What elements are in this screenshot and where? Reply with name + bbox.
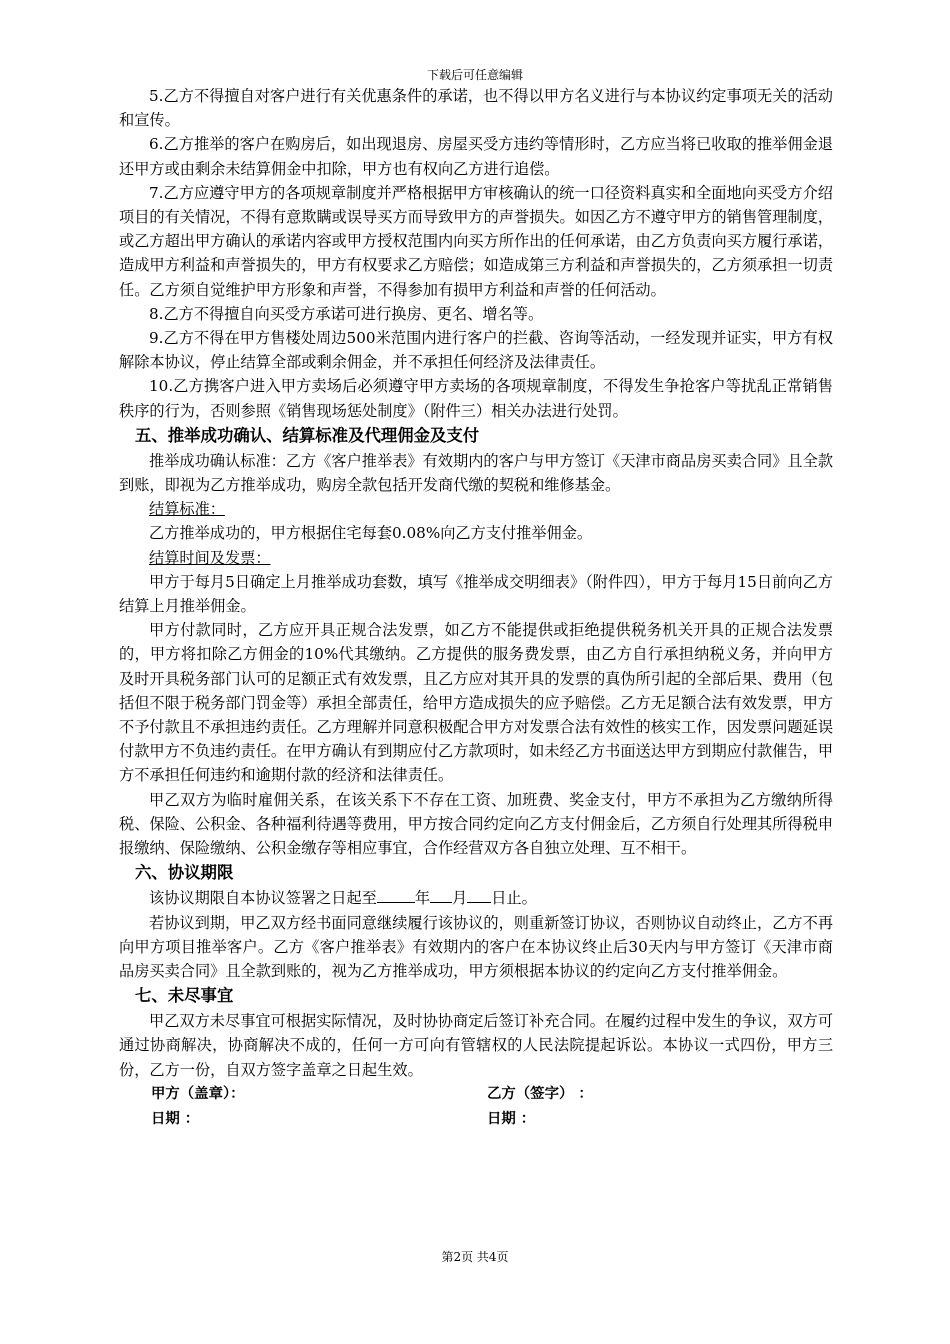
time-label-row [119,546,833,570]
party-b-sign: 乙方（签字） ： [487,1085,593,1102]
time-label: 结算时间及发票： [149,548,271,567]
party-a-seal: 甲方（盖章）： [151,1085,245,1102]
section-5-standard: 推举成功确认标准：乙方《客户推举表》有效期内的客户与甲方签订《天津市商品房买卖合同》且全款到账，即视为乙方推举成功，购房全款包括开发商代缴的契税和维修基金。 [119,451,833,495]
term-line [119,886,833,910]
month-blank [430,887,452,903]
settle-label: 结算标准： [149,500,225,519]
year-blank [377,887,415,903]
signature-row [119,1082,833,1107]
page-header: 下载后可任意编辑 [426,68,523,82]
date-row [119,1107,833,1132]
party-b-date: 日期 ： [487,1110,536,1127]
party-a-date: 日期 ： [151,1110,200,1127]
section-5-heading: 五、推举成功确认、结算标准及代理佣金及支付 [135,425,480,445]
clause-6: 6.乙方推举的客户在购房后，如出现退房、房屋买受方违约等情形时，乙方应当将已收取的推举佣金退还甲方或由剩余未结算佣金中扣除，甲方也有权向乙方进行追偿。 [119,135,833,178]
clause-5: 5.乙方不得擅自对客户进行有关优惠条件的承诺，也不得以甲方名义进行与本协议约定事项无关的活动和宣传。 [119,87,833,130]
clause-7: 7.乙方应遵守甲方的各项规章制度并严格根据甲方审核确认的统一口径资料真实和全面地向买受方介绍项目的有关情况，不得有意欺瞒或误导买方而导致甲方的声誉损失。如因乙方不遵守甲方的销售管理制度，或乙方超出甲方确认的承诺内容或甲方授权范围内向买方所作出的任何承诺，由乙方负责向买方履行承诺，造成甲方利益和声誉损失的，甲方有权要求乙方赔偿；如造成第三方利益和声誉损失的，乙方须承担一切责任。乙方须自觉维护甲方形象和声誉，不得参加有损甲方利益和声誉的任何活动。 [119,183,833,299]
term-year: 年 [414,889,430,908]
term-prefix: 该协议期限自本协议签署之日起至 [149,889,377,908]
section-7-heading: 七、未尽事宜 [135,986,234,1006]
section-6-heading: 六、协议期限 [135,863,234,883]
day-blank [467,887,491,903]
clause-10: 10.乙方携客户进入甲方卖场后必须遵守甲方卖场的各项规章制度，不得发生争抢客户等扰乱正常销售秩序的行为，否则参照《销售现场惩处制度》（附件三）相关办法进行处罚。 [119,377,833,420]
term-month: 月 [452,889,468,908]
section-7-text: 甲乙双方未尽事宜可根据实际情况，及时协协商定后签订补充合同。在履约过程中发生的争议，双方可通过协商解决，协商解决不成的，任何一方可向有管辖权的人民法院提起诉讼。本协议一式四份，甲方三份，乙方一份，自双方签字盖章之日起生效。 [119,1012,833,1079]
settle-text: 乙方推举成功的，甲方根据住宅每套0.08%向乙方支付推举佣金。 [149,524,593,543]
document-body [119,84,833,1132]
clause-9: 9.乙方不得在甲方售楼处周边500米范围内进行客户的拦截、咨询等活动，一经发现并证实，甲方有权解除本协议，停止结算全部或剩余佣金，并不承担任何经济及法律责任。 [119,329,833,372]
time-text: 甲方于每月5日确定上月推举成功套数，填写《推举成交明细表》（附件四），甲方于每月15日前向乙方结算上月推举佣金。 [119,572,833,616]
term-day: 日止。 [491,889,537,908]
settle-label-row [119,497,833,521]
clause-8: 8.乙方不得擅自向买受方承诺可进行换房、更名、增名等。 [149,304,544,323]
invoice-text: 甲方付款同时，乙方应开具正规合法发票，如乙方不能提供或拒绝提供税务机关开具的正规合法发票的，甲方将扣除乙方佣金的10%代其缴纳。乙方提供的服务费发票，由乙方自行承担纳税义务，并向甲方及时开具税务部门认可的足额正式有效发票，且乙方应对其开具的发票的真伪所引起的全部后果、费用（包括但不限于税务部门罚金等）承担全部责任，给甲方造成损失的应予赔偿。乙方无足额合法有效发票，甲方不予付款且不承担违约责任。乙方理解并同意积极配合甲方对发票合法有效性的核实工作，因发票问题延误付款甲方不负违约责任。在甲方确认有到期应付乙方款项时，如未经乙方书面送达甲方到期应付款催告，甲方不承担任何违约和逾期付款的经济和法律责任。 [119,621,833,785]
renewal-text: 若协议到期，甲乙双方经书面同意继续履行该协议的，则重新签订协议，否则协议自动终止，乙方不再向甲方项目推举客户。乙方《客户推举表》有效期内的客户在本协议终止后30天内与甲方签订《天津市商品房买卖合同》且全款到账的，视为乙方推举成功，甲方须根据本协议的约定向乙方支付推举佣金。 [119,913,833,980]
page-footer: 第2页 共4页 [441,1250,509,1264]
employment-text: 甲乙双方为临时雇佣关系，在该关系下不存在工资、加班费、奖金支付，甲方不承担为乙方缴纳所得税、保险、公积金、各种福利待遇等费用，甲方按合同约定向乙方支付佣金后，乙方须自行处理其所得税申报缴纳、保险缴纳、公积金缴存等相应事宜，合作经营双方各自独立处理、互不相干。 [119,790,833,858]
